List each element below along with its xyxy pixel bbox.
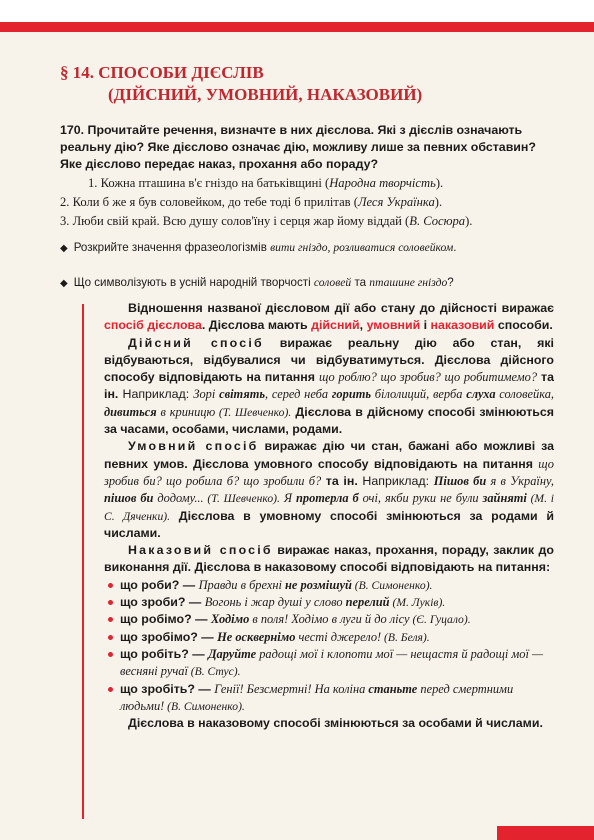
sentence-2: 2. Коли б же я був соловейком, до тебе тоді б прилітав (Леся Українка). — [60, 195, 443, 209]
page-corner-tab — [497, 826, 594, 840]
list-item: що робімо? — Ходімо в поля! Ходімо в луги й до лісу (Є. Гуцало). — [104, 611, 554, 628]
exercise-sentences — [60, 174, 554, 231]
list-item: що зроби? — Вогонь і жар душі у слово перелий (М. Луків). — [104, 594, 554, 611]
theory-block — [104, 300, 554, 732]
list-item: що зробіть? — Генії! Безсмертні! На коліна станьте перед смертними людьми! (В. Симоненко). — [104, 681, 554, 716]
bullet-task-1: ◆ Розкрийте значення фразеологізмів вити гніздо, розливатися соловейком. — [60, 241, 457, 254]
list-item: що робіть? — Даруйте радощі мої і клопоти мої — нещастя й радощі мої — весняні ручаї (В. Стус). — [104, 646, 554, 681]
exercise-task: 170. Прочитайте речення, визначте в них дієслова. Які з дієслів означають реальну дію? Яке дієслово означає дію, можливу лише за певних обставин? Яке дієслово передає наказ, прохання або пораду? — [60, 123, 536, 171]
header-stripe — [0, 22, 594, 32]
theory-indicative: Дійсний спосіб виражає реальну дію або стан, які відбуваються, відбувалися чи відбуватимуться. Дієслова дійсного способу відповідають на питання що роблю? що зробив? що робитимемо? та ін. Наприклад: Зорі світять, серед неба горить білолиций, верба слуха соловейка, дивиться в криницю (Т. Шевченко). Дієслова в дійсному способі змінюються за часами, особами, числами, родами. — [104, 335, 555, 437]
imperative-examples — [104, 577, 554, 715]
theory-imperative-summary: Дієслова в наказовому способі змінюються за особами й числами. — [128, 716, 543, 731]
diamond-icon: ◆ — [60, 243, 68, 254]
theory-intro: Відношення названої дієсловом дії або стану до дійсності виражає спосіб дієслова. Дієслова мають дійсний, умовний і наказовий способи. — [104, 301, 554, 333]
bullet-dot-icon — [108, 687, 113, 692]
section-title-line-1: § 14. СПОСОБИ ДІЄСЛІВ — [60, 63, 264, 82]
diamond-icon: ◆ — [60, 278, 68, 289]
section-title — [60, 62, 560, 106]
theory-imperative: Наказовий спосіб виражає наказ, прохання, пораду, заклик до виконання дії. Дієслова в наказовому способі відповідають на питання: — [104, 543, 554, 575]
bullet-dot-icon — [108, 600, 113, 605]
theory-conditional: Умовний спосіб виражає дію чи стан, бажані або можливі за певних умов. Дієслова умовного способу відповідають на питання що зробив би? що робила б? що зробили б? та ін. Наприклад: Пішов би я в Україну, пішов би додому... (Т. Шевченко). Я протерла б очі, якби руки не були зайняті (М. і С. Дяченки). Дієслова в умовному способі змінюються за родами й числами. — [104, 439, 555, 540]
bullet-dot-icon — [108, 617, 113, 622]
sentence-3: 3. Люби свій край. Всю душу солов'їну і серця жар йому віддай (В. Сосюра). — [60, 214, 473, 228]
sentence-1: 1. Кожна пташина в'є гніздо на батьківщині (Народна творчість). — [88, 176, 444, 190]
list-item: що зробімо? — Не осквернімо честі джерело! (В. Беля). — [104, 629, 554, 646]
bullet-dot-icon — [108, 635, 113, 640]
page-top-margin — [0, 0, 594, 22]
bullet-task-2: ◆ Що символізують в усній народній творчості соловей та пташине гніздо? — [60, 276, 454, 289]
bullet-dot-icon — [108, 652, 113, 657]
bullet-dot-icon — [108, 583, 113, 588]
section-title-line-2: (ДІЙСНИЙ, УМОВНИЙ, НАКАЗОВИЙ) — [108, 85, 423, 104]
theory-margin-rule — [82, 304, 84, 819]
list-item: що роби? — Правди в брехні не розмішуй (В. Симоненко). — [104, 577, 554, 594]
